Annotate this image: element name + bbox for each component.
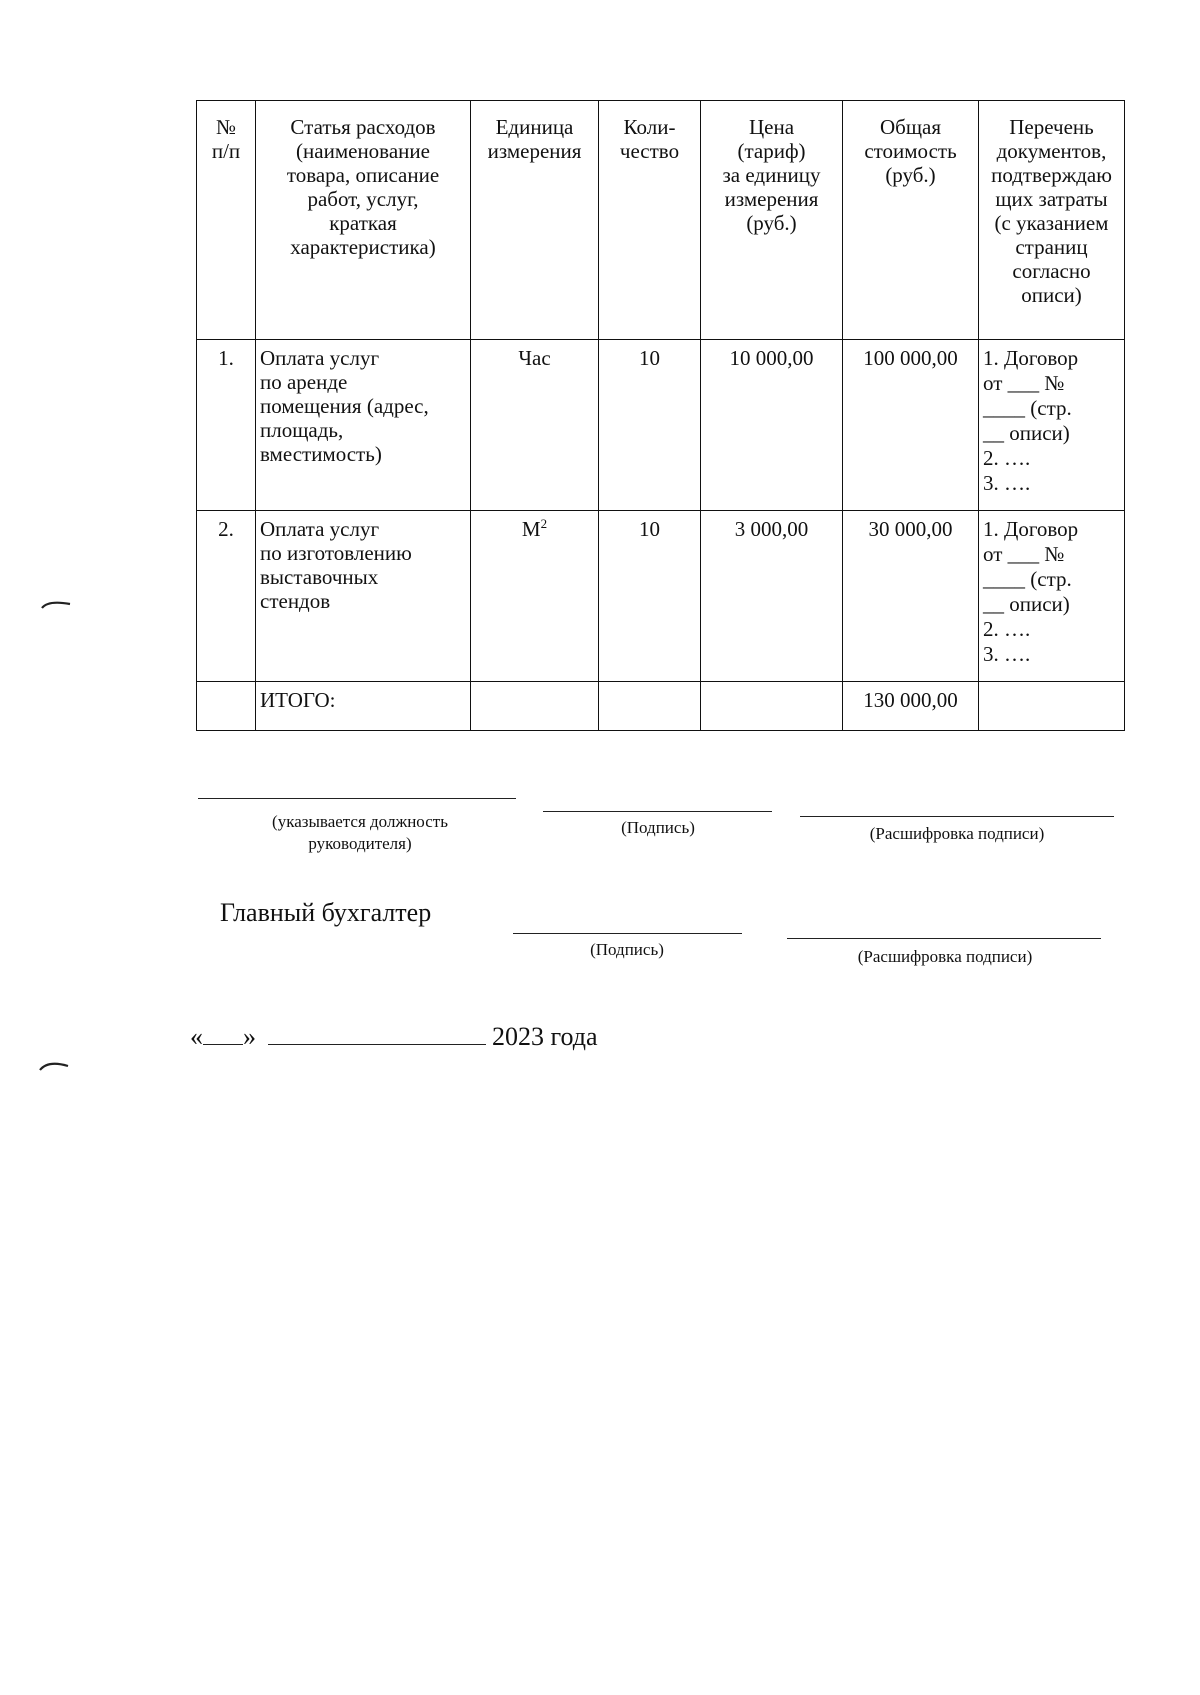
unit-text: М [521,517,541,541]
date-close-quote: » [243,1022,256,1051]
total-price-cell [701,682,843,731]
total-quantity-cell [599,682,701,731]
row-price: 10 000,00 [701,340,843,511]
header-documents: Перечень документов, подтверждаю щих затраты (с указанием страниц согласно описи) [979,101,1125,340]
chief-decode-line [787,938,1101,939]
row-documents: 1. Договор от ___ № ____ (стр. __ описи) 2. …. 3. …. [979,340,1125,511]
row-total: 100 000,00 [843,340,979,511]
day-blank [203,1024,243,1045]
chief-signature-caption: (Подпись) [590,940,664,959]
unit-superscript: 2 [540,516,548,531]
total-unit-cell [471,682,599,731]
unit-text: Час [518,346,551,370]
total-num-cell [197,682,256,731]
header-total-cost: Общая стоимость (руб.) [843,101,979,340]
header-price: Цена (тариф) за единицу измерения (руб.) [701,101,843,340]
date-line [190,1022,598,1052]
header-expense-item: Статья расходов (наименование товара, описание работ, услуг, краткая характеристика) [256,101,471,340]
row-num: 1. [197,340,256,511]
total-row [197,682,1125,731]
row-unit [471,511,599,682]
expenses-table [196,100,1125,731]
header-quantity: Коли- чество [599,101,701,340]
chief-accountant-label: Главный бухгалтер [220,898,432,927]
row-documents: 1. Договор от ___ № ____ (стр. __ описи) 2. …. 3. …. [979,511,1125,682]
month-blank [268,1024,486,1045]
table-header-row [197,101,1125,340]
header-unit: Единица измерения [471,101,599,340]
row-total: 30 000,00 [843,511,979,682]
position-line [198,798,516,799]
scan-mark [38,1058,72,1074]
row-unit [471,340,599,511]
table-row [197,511,1125,682]
total-documents-cell [979,682,1125,731]
position-caption: (указывается должность руководителя) [272,812,448,853]
row-quantity: 10 [599,340,701,511]
total-label: ИТОГО: [256,682,471,731]
manager-decode-caption: (Расшифровка подписи) [869,824,1045,843]
date-year: 2023 года [492,1022,598,1051]
manager-signature-caption: (Подпись) [621,818,695,837]
row-price: 3 000,00 [701,511,843,682]
header-num: № п/п [197,101,256,340]
row-expense-item: Оплата услуг по изготовлению выставочных стендов [256,511,471,682]
table-row [197,340,1125,511]
date-open-quote: « [190,1022,203,1051]
chief-decode-caption: (Расшифровка подписи) [857,947,1033,966]
row-quantity: 10 [599,511,701,682]
manager-decode-line [800,816,1114,817]
scan-mark [40,598,74,612]
manager-signature-line [543,811,772,812]
row-expense-item: Оплата услуг по аренде помещения (адрес, площадь, вместимость) [256,340,471,511]
total-amount: 130 000,00 [843,682,979,731]
chief-signature-line [513,933,742,934]
row-num: 2. [197,511,256,682]
